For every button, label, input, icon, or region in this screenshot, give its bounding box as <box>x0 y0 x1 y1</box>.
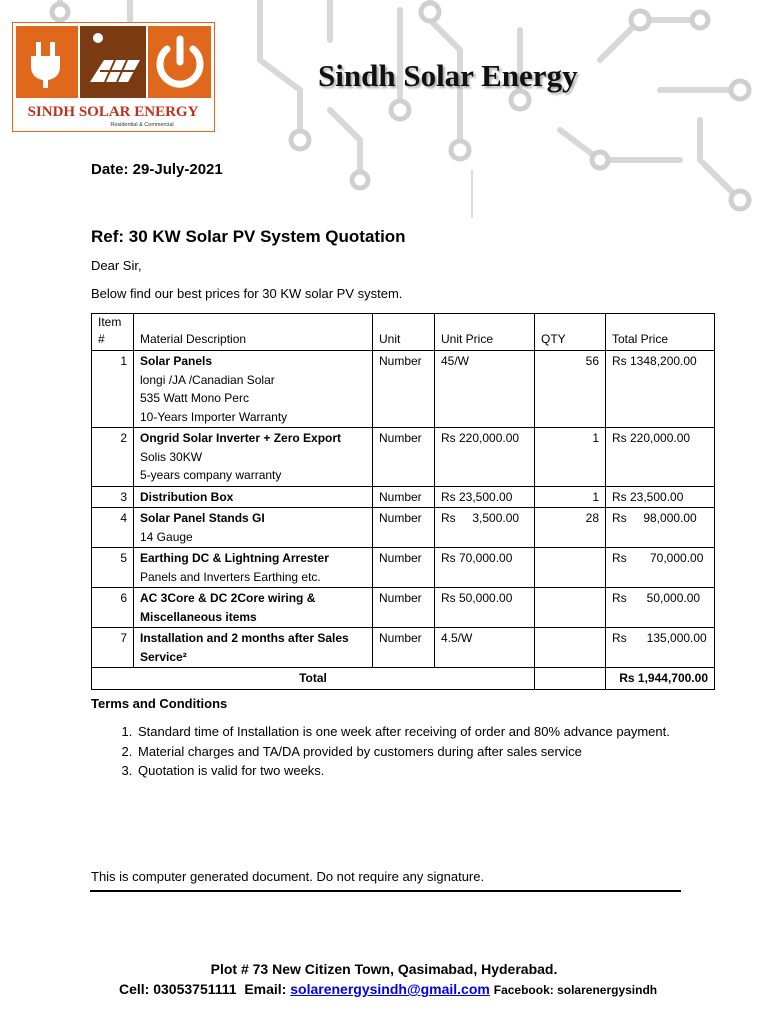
item-detail: Solis 30KW <box>140 449 203 464</box>
table-row <box>92 548 715 588</box>
item-unit-price: 45/W <box>435 351 535 428</box>
item-total: Rs 1348,200.00 <box>606 351 715 428</box>
item-unit: Number <box>373 628 435 668</box>
item-title: Distribution Box <box>134 486 373 508</box>
footer-address: Plot # 73 New Citizen Town, Qasimabad, Hyderabad. <box>210 961 558 977</box>
item-description <box>134 428 373 487</box>
company-name-heading: Sindh Solar Energy <box>318 58 578 93</box>
item-qty <box>535 628 606 668</box>
item-title: Solar Panels <box>140 354 213 368</box>
item-unit-price: Rs 3,500.00 <box>435 508 535 548</box>
item-unit-price: Rs 220,000.00 <box>435 428 535 487</box>
item-total: Rs 23,500.00 <box>606 486 715 508</box>
item-description <box>134 351 373 428</box>
item-unit-price: Rs 50,000.00 <box>435 588 535 628</box>
col-header-total-price: Total Price <box>606 314 715 351</box>
logo-tagline: Residential & Commercial <box>110 122 174 128</box>
item-unit-price: Rs 70,000.00 <box>435 548 535 588</box>
col-header-unit-price: Unit Price <box>435 314 535 351</box>
table-row <box>92 486 715 508</box>
item-detail: 14 Gauge <box>140 529 193 544</box>
item-total: Rs 135,000.00 <box>606 628 715 668</box>
intro-text: Below find our best prices for 30 KW solar PV system. <box>91 286 403 301</box>
total-value: Rs 1,944,700.00 <box>606 668 715 690</box>
item-number: 2 <box>92 428 134 487</box>
item-detail: longi /JA /Canadian Solar <box>140 372 275 387</box>
list-item: 3. Quotation is valid for two weeks. <box>136 761 756 781</box>
table-row <box>92 588 715 628</box>
item-title: AC 3Core & DC 2Core wiring & Miscellaneous items <box>134 588 373 628</box>
item-unit: Number <box>373 486 435 508</box>
item-qty <box>535 548 606 588</box>
document-date: Date: 29-July-2021 <box>91 161 223 178</box>
item-number: 5 <box>92 548 134 588</box>
total-qty-empty <box>535 668 606 690</box>
item-unit-price: 4.5/W <box>435 628 535 668</box>
item-title: Solar Panel Stands GI <box>140 511 265 525</box>
item-title: Earthing DC & Lightning Arrester <box>140 551 329 565</box>
total-label: Total <box>92 668 535 690</box>
item-number: 6 <box>92 588 134 628</box>
item-number: 1 <box>92 351 134 428</box>
item-unit: Number <box>373 588 435 628</box>
item-total: Rs 98,000.00 <box>606 508 715 548</box>
footer-contact <box>119 981 657 997</box>
table-row <box>92 628 715 668</box>
col-header-unit: Unit <box>373 314 435 351</box>
email-link[interactable]: solarenergysindh@gmail.com <box>290 981 490 997</box>
list-item: 1. Standard time of Installation is one week after receiving of order and 80% advance payment. <box>136 722 756 742</box>
quotation-table <box>91 313 715 690</box>
table-row <box>92 508 715 548</box>
item-number: 7 <box>92 628 134 668</box>
item-unit: Number <box>373 428 435 487</box>
terms-heading: Terms and Conditions <box>91 696 228 711</box>
logo-text: SINDH SOLAR ENERGY <box>27 104 199 120</box>
col-header-item: Item # <box>92 314 134 351</box>
terms-list <box>91 722 756 781</box>
separator-line <box>90 890 681 892</box>
table-total-row <box>92 668 715 690</box>
company-logo <box>12 22 215 132</box>
item-title: Ongrid Solar Inverter + Zero Export <box>140 431 342 445</box>
list-item: 2. Material charges and TA/DA provided by customers during after sales service <box>136 742 756 762</box>
item-number: 4 <box>92 508 134 548</box>
item-description <box>134 548 373 588</box>
footer-facebook: Facebook: solarenergysindh <box>493 983 658 997</box>
item-detail: 535 Watt Mono Perc <box>140 391 249 405</box>
table-header-row <box>92 314 715 351</box>
item-description <box>134 508 373 548</box>
item-qty <box>535 588 606 628</box>
col-header-qty: QTY <box>535 314 606 351</box>
salutation: Dear Sir, <box>91 258 142 273</box>
footer-cell: Cell: 03053751111 Email: <box>119 981 291 997</box>
item-detail: Panels and Inverters Earthing etc. <box>140 569 321 584</box>
col-header-description: Material Description <box>134 314 373 351</box>
item-unit: Number <box>373 548 435 588</box>
item-detail: 10-Years Importer Warranty <box>140 409 288 424</box>
item-qty: 56 <box>535 351 606 428</box>
item-unit-price: Rs 23,500.00 <box>435 486 535 508</box>
item-unit: Number <box>373 351 435 428</box>
item-unit: Number <box>373 508 435 548</box>
reference-title: Ref: 30 KW Solar PV System Quotation <box>91 227 406 246</box>
item-qty: 1 <box>535 428 606 487</box>
item-detail: 5-years company warranty <box>140 468 282 482</box>
item-title: Installation and 2 months after Sales Service² <box>134 628 373 668</box>
table-row <box>92 351 715 428</box>
item-number: 3 <box>92 486 134 508</box>
table-row <box>92 428 715 487</box>
item-qty: 28 <box>535 508 606 548</box>
item-qty: 1 <box>535 486 606 508</box>
item-total: Rs 50,000.00 <box>606 588 715 628</box>
computer-generated-note: This is computer generated document. Do not require any signature. <box>91 869 485 884</box>
item-total: Rs 220,000.00 <box>606 428 715 487</box>
item-total: Rs 70,000.00 <box>606 548 715 588</box>
